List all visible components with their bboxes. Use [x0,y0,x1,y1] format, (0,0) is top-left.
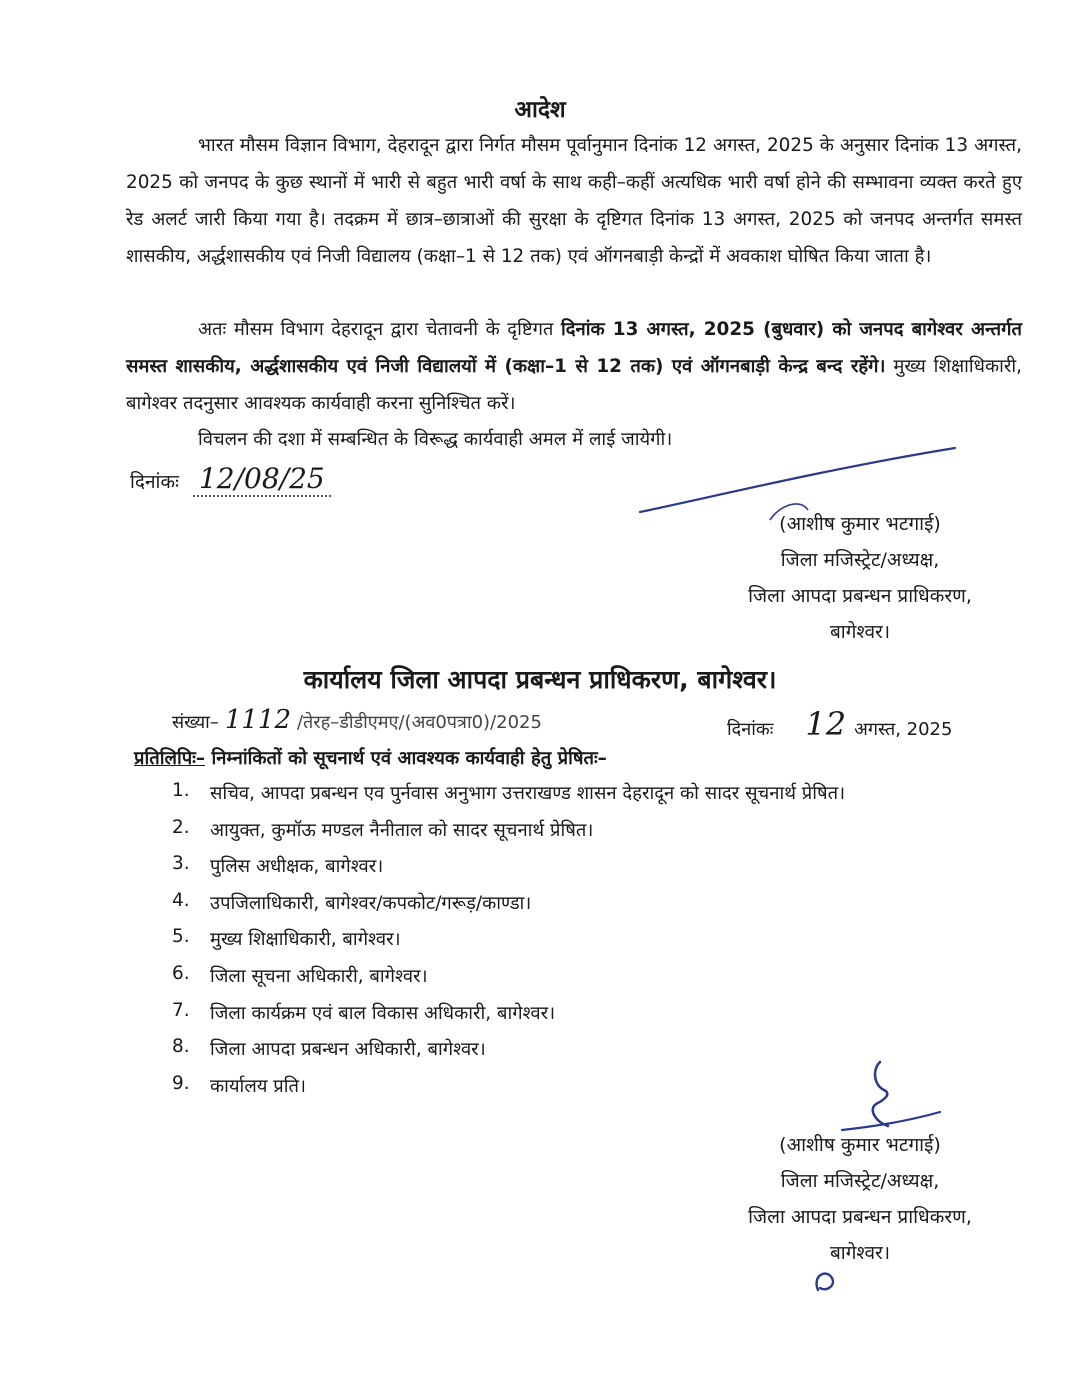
signatory-designation-2: जिला मजिस्ट्रेट/अध्यक्ष, [780,1170,940,1192]
list-item-text: जिला कार्यक्रम एवं बाल विकास अधिकारी, बागेश्वर। [210,1002,556,1024]
list-item-number: 8. [172,1036,190,1058]
signature-block-2 [640,1127,1080,1271]
list-item-number: 7. [172,999,190,1021]
order-title: आदेश [514,97,566,123]
para2-bold: दिनांक 13 अगस्त, 2025 (बुधवार) को जनपद बागेश्वर अन्तर्गत समस्त शासकीय, अर्द्धशासकीय एवं निजी विद्यालयों में (कक्षा–1 से 12 तक) एवं ऑगनबाड़ी केन्द्र बन्द रहेंगे। [126,319,1022,377]
order-date-handwritten: 12/08/25 [193,462,331,497]
list-item-text: मुख्य शिक्षाधिकारी, बागेश्वर। [210,929,401,951]
signatory-authority-2: जिला आपदा प्रबन्धन प्राधिकरण, [748,1206,972,1228]
list-item-text: पुलिस अधीक्षक, बागेश्वर। [210,856,384,878]
signatory-name-2: (आशीष कुमार भटगाई) [779,1134,941,1156]
cc-text: निम्नांकितों को सूचनार्थ एवं आवश्यक कार्यवाही हेतु प्रेषितः– [211,748,607,769]
list-item-text: उपजिलाधिकारी, बागेश्वर/कपकोट/गरूड़/काण्डा। [210,892,532,914]
list-item-text: जिला सूचना अधिकारी, बागेश्वर। [210,965,428,987]
ref-number-handwritten: 1112 [224,705,291,735]
ref-suffix: /तेरह–डीडीएमए/(अव0पत्रा0)/2025 [296,712,542,733]
signatory-place: बागेश्वर। [829,621,891,643]
order-paragraph-1: भारत मौसम विज्ञान विभाग, देहरादून द्वारा निर्गत मौसम पूर्वानुमान दिनांक 12 अगस्त, 2025 के अनुसार दिनांक 13 अगस्त, 2025 को जनपद के कुछ स्थानों में भारी से बहुत भारी वर्षा के साथ कही–कहीं अत्यधिक भारी वर्षा होने की सम्भावना व्यक्त करते हुए रेड अलर्ट जारी किया गया है। तदक्रम में छात्र–छात्राओं की सुरक्षा के दृष्टिगत दिनांक 13 अगस्त, 2025 को जनपद अन्तर्गत समस्त शासकीय, अर्द्धशासकीय एवं निजी विद्यालय (कक्षा–1 से 12 तक) एवं ऑगनबाड़ी केन्द्रों में अवकाश घोषित किया जाता है। [126,135,1022,267]
signatory-name: (आशीष कुमार भटगाई) [779,513,941,535]
order-date-label: दिनांकः [130,471,179,493]
list-item-text: जिला आपदा प्रबन्धन अधिकारी, बागेश्वर। [210,1039,486,1061]
signatory-authority: जिला आपदा प्रबन्धन प्राधिकरण, [748,585,972,607]
cc-label: प्रतिलिपिः– [134,748,206,769]
office-date-rest: अगस्त, 2025 [854,719,953,740]
office-date-day-handwritten: 12 [805,705,847,743]
list-item-text: आयुक्त, कुमॉऊ मण्डल नैनीताल को सादर सूचनार्थ प्रेषित। [210,819,594,841]
list-item-number: 9. [172,1072,190,1094]
signatory-designation: जिला मजिस्ट्रेट/अध्यक्ष, [780,549,940,571]
list-item-number: 1. [172,780,190,801]
list-item-number: 5. [172,926,190,948]
list-item-text: सचिव, आपदा प्रबन्धन एव पुर्नवास अनुभाग उत्तराखण्ड शासन देहरादून को सादर सूचनार्थ प्रेषित। [210,783,846,804]
office-heading: कार्यालय जिला आपदा प्रबन्धन प्राधिकरण, बागेश्वर। [303,665,777,694]
list-item-number: 4. [172,889,190,911]
office-date-label: दिनांकः [727,719,774,740]
para2-end: मुख्य शिक्षाधिकारी, बागेश्वर तदनुसार आवश्यक कार्यवाही करना सुनिश्चित करें। [126,356,1022,414]
order-paragraph-3: विचलन की दशा में सम्बन्धित के विरूद्ध कार्यवाही अमल में लाई जायेगी। [198,429,673,450]
para2-start: अतः मौसम विभाग देहरादून द्वारा चेतावनी के दृष्टिगत [198,319,554,340]
signatory-place-2: बागेश्वर। [829,1242,891,1264]
list-item-number: 3. [172,853,190,875]
list-item-number: 2. [172,816,190,838]
ref-label: संख्या– [172,712,219,733]
list-item-number: 6. [172,962,190,984]
list-item-text: कार्यालय प्रति। [210,1075,306,1097]
